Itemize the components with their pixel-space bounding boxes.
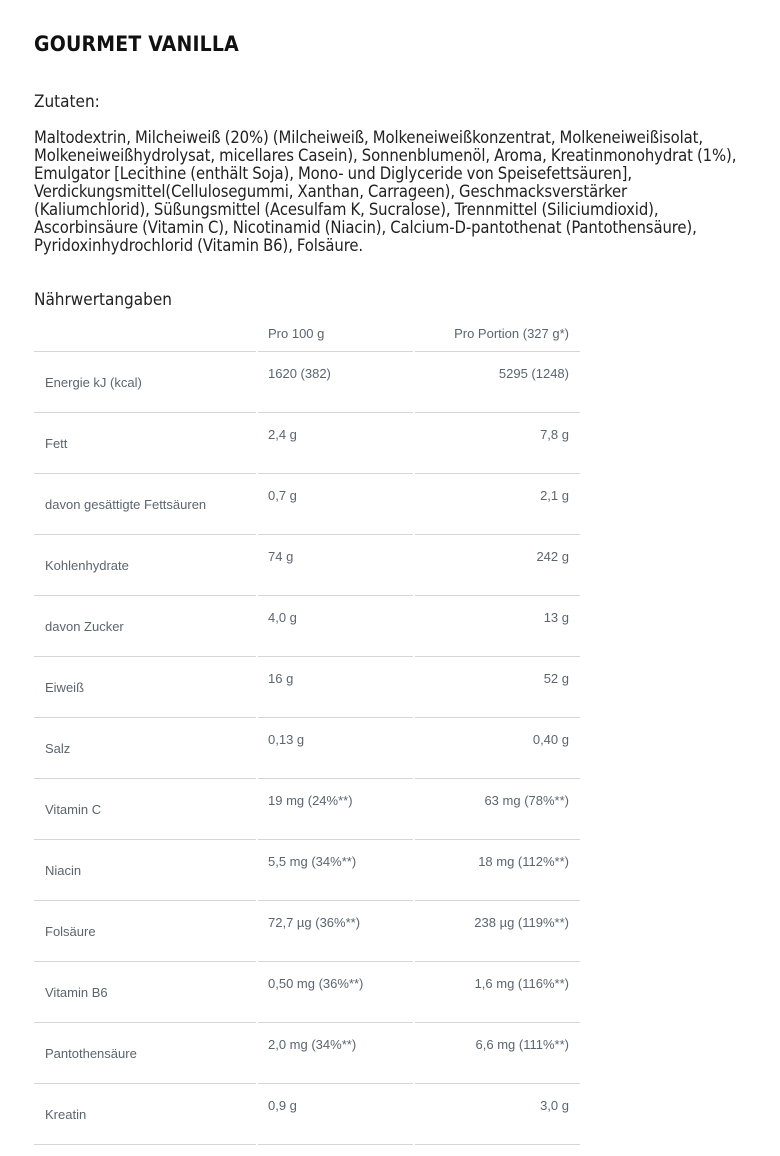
nutrient-value-per-100g: 16 g — [258, 657, 413, 718]
nutrient-label: Eiweiß — [34, 657, 256, 718]
nutrition-heading: Nährwertangaben — [34, 290, 172, 310]
nutrient-value-per-portion: 18 mg (112%**) — [415, 840, 580, 901]
nutrient-value-per-portion: 6,6 mg (111%**) — [415, 1023, 580, 1084]
nutrient-value-per-100g: 19 mg (24%**) — [258, 779, 413, 840]
nutrient-value-per-portion: 5295 (1248) — [415, 352, 580, 413]
ingredients-heading: Zutaten: — [34, 92, 100, 112]
nutrient-label: Energie kJ (kcal) — [34, 352, 256, 413]
nutrient-value-per-100g: 0,7 g — [258, 474, 413, 535]
table-row — [34, 657, 580, 718]
nutrient-value-per-portion: 242 g — [415, 535, 580, 596]
nutrient-label: Niacin — [34, 840, 256, 901]
nutrient-label: Folsäure — [34, 901, 256, 962]
nutrient-value-per-100g: 1620 (382) — [258, 352, 413, 413]
table-row — [34, 1023, 580, 1084]
nutrient-value-per-100g: 2,4 g — [258, 413, 413, 474]
ingredients-text: Maltodextrin, Milcheiweiß (20%) (Milcheiweiß, Molkeneiweißkonzentrat, Molkeneiweißisolat, Molkeneiweißhydrolysat, micellares Casein), Sonnenblumenöl, Aroma, Kreatinmonohydrat (1%), Emulgator [Lecithine (enthält Soja), Mono- und Diglyceride von Speisefettsäuren], Verdickungsmittel(Cellulosegummi, Xanthan, Carrageen), Geschmacksverstärker (Kaliumchlorid), Süßungsmittel (Acesulfam K, Sucralose), Trennmittel (Siliciumdioxid), Ascorbinsäure (Vitamin C), Nicotinamid (Niacin), Calcium-D-pantothenat (Pantothensäure), Pyridoxinhydrochlorid (Vitamin B6), Folsäure. — [34, 128, 737, 255]
nutrient-label: davon Zucker — [34, 596, 256, 657]
column-header-per-portion: Pro Portion (327 g*) — [415, 316, 580, 352]
table-row — [34, 718, 580, 779]
nutrient-label: Kohlenhydrate — [34, 535, 256, 596]
nutrient-label: Vitamin B6 — [34, 962, 256, 1023]
nutrient-label: Salz — [34, 718, 256, 779]
column-header-per-100g: Pro 100 g — [258, 316, 413, 352]
nutrient-label: davon gesättigte Fettsäuren — [34, 474, 256, 535]
nutrition-table — [32, 316, 582, 1145]
nutrient-value-per-portion: 13 g — [415, 596, 580, 657]
column-header-nutrient — [34, 316, 256, 352]
nutrient-value-per-portion: 0,40 g — [415, 718, 580, 779]
nutrient-value-per-portion: 63 mg (78%**) — [415, 779, 580, 840]
nutrient-value-per-100g: 5,5 mg (34%**) — [258, 840, 413, 901]
nutrient-label: Kreatin — [34, 1084, 256, 1145]
nutrient-value-per-portion: 3,0 g — [415, 1084, 580, 1145]
nutrition-table-header — [34, 316, 580, 352]
table-row — [34, 779, 580, 840]
product-title: GOURMET VANILLA — [34, 32, 239, 56]
table-row — [34, 474, 580, 535]
table-row — [34, 535, 580, 596]
table-row — [34, 962, 580, 1023]
nutrient-value-per-100g: 4,0 g — [258, 596, 413, 657]
nutrient-value-per-portion: 1,6 mg (116%**) — [415, 962, 580, 1023]
nutrient-value-per-portion: 238 µg (119%**) — [415, 901, 580, 962]
table-row — [34, 840, 580, 901]
table-row — [34, 1084, 580, 1145]
nutrient-value-per-100g: 0,9 g — [258, 1084, 413, 1145]
table-row — [34, 352, 580, 413]
nutrient-value-per-100g: 2,0 mg (34%**) — [258, 1023, 413, 1084]
table-row — [34, 901, 580, 962]
nutrient-value-per-portion: 7,8 g — [415, 413, 580, 474]
nutrient-label: Pantothensäure — [34, 1023, 256, 1084]
table-row — [34, 413, 580, 474]
nutrient-value-per-100g: 72,7 µg (36%**) — [258, 901, 413, 962]
table-row — [34, 596, 580, 657]
nutrient-value-per-100g: 74 g — [258, 535, 413, 596]
nutrient-label: Fett — [34, 413, 256, 474]
nutrient-value-per-portion: 52 g — [415, 657, 580, 718]
nutrient-value-per-100g: 0,13 g — [258, 718, 413, 779]
nutrient-value-per-portion: 2,1 g — [415, 474, 580, 535]
nutrient-value-per-100g: 0,50 mg (36%**) — [258, 962, 413, 1023]
nutrient-label: Vitamin C — [34, 779, 256, 840]
